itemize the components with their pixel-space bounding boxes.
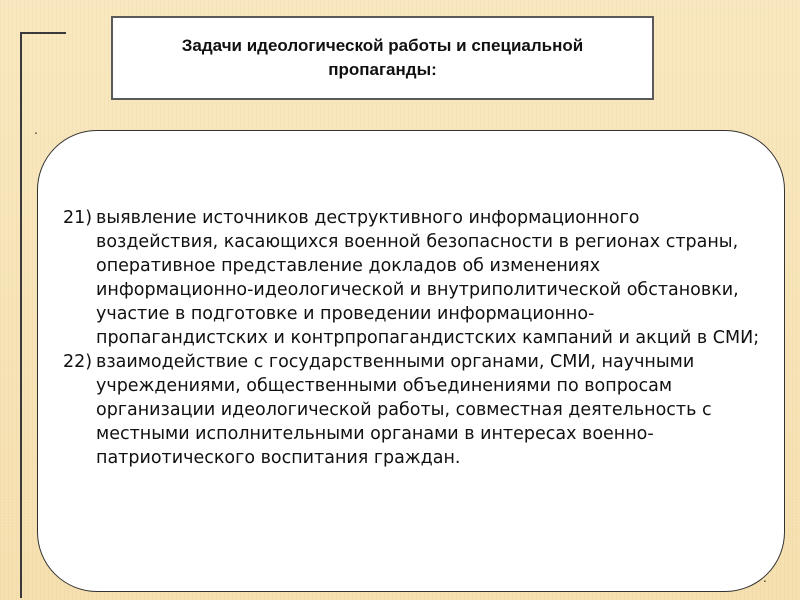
bullet-dot-bottom: .: [763, 571, 767, 585]
slide-title: Задачи идеологической работы и специальной пропаганды:: [181, 36, 584, 79]
bullet-dot-top: .: [34, 123, 38, 137]
list-item: [63, 206, 763, 350]
item-number: 21): [63, 208, 93, 228]
item-number: 22): [63, 352, 93, 372]
list-item: [63, 350, 763, 470]
item-text: выявление источников деструктивного информационного воздействия, касающихся военной безопасности в регионах страны, оперативное представление докладов об изменениях информационно-идеологической и внутриполитической обстановки, участие в подготовке и проведении информационно-пропагандистских и контрпропагандистских кампаний и акций в СМИ;: [96, 208, 760, 348]
item-text: взаимодействие с государственными органами, СМИ, научными учреждениями, общественными объединениями по вопросам организации идеологической работы, совместная деятельность с местными исполнительными органами в интересах военно-патриотического воспитания граждан.: [96, 352, 712, 468]
title-box: [111, 16, 654, 100]
task-list: [63, 206, 763, 470]
